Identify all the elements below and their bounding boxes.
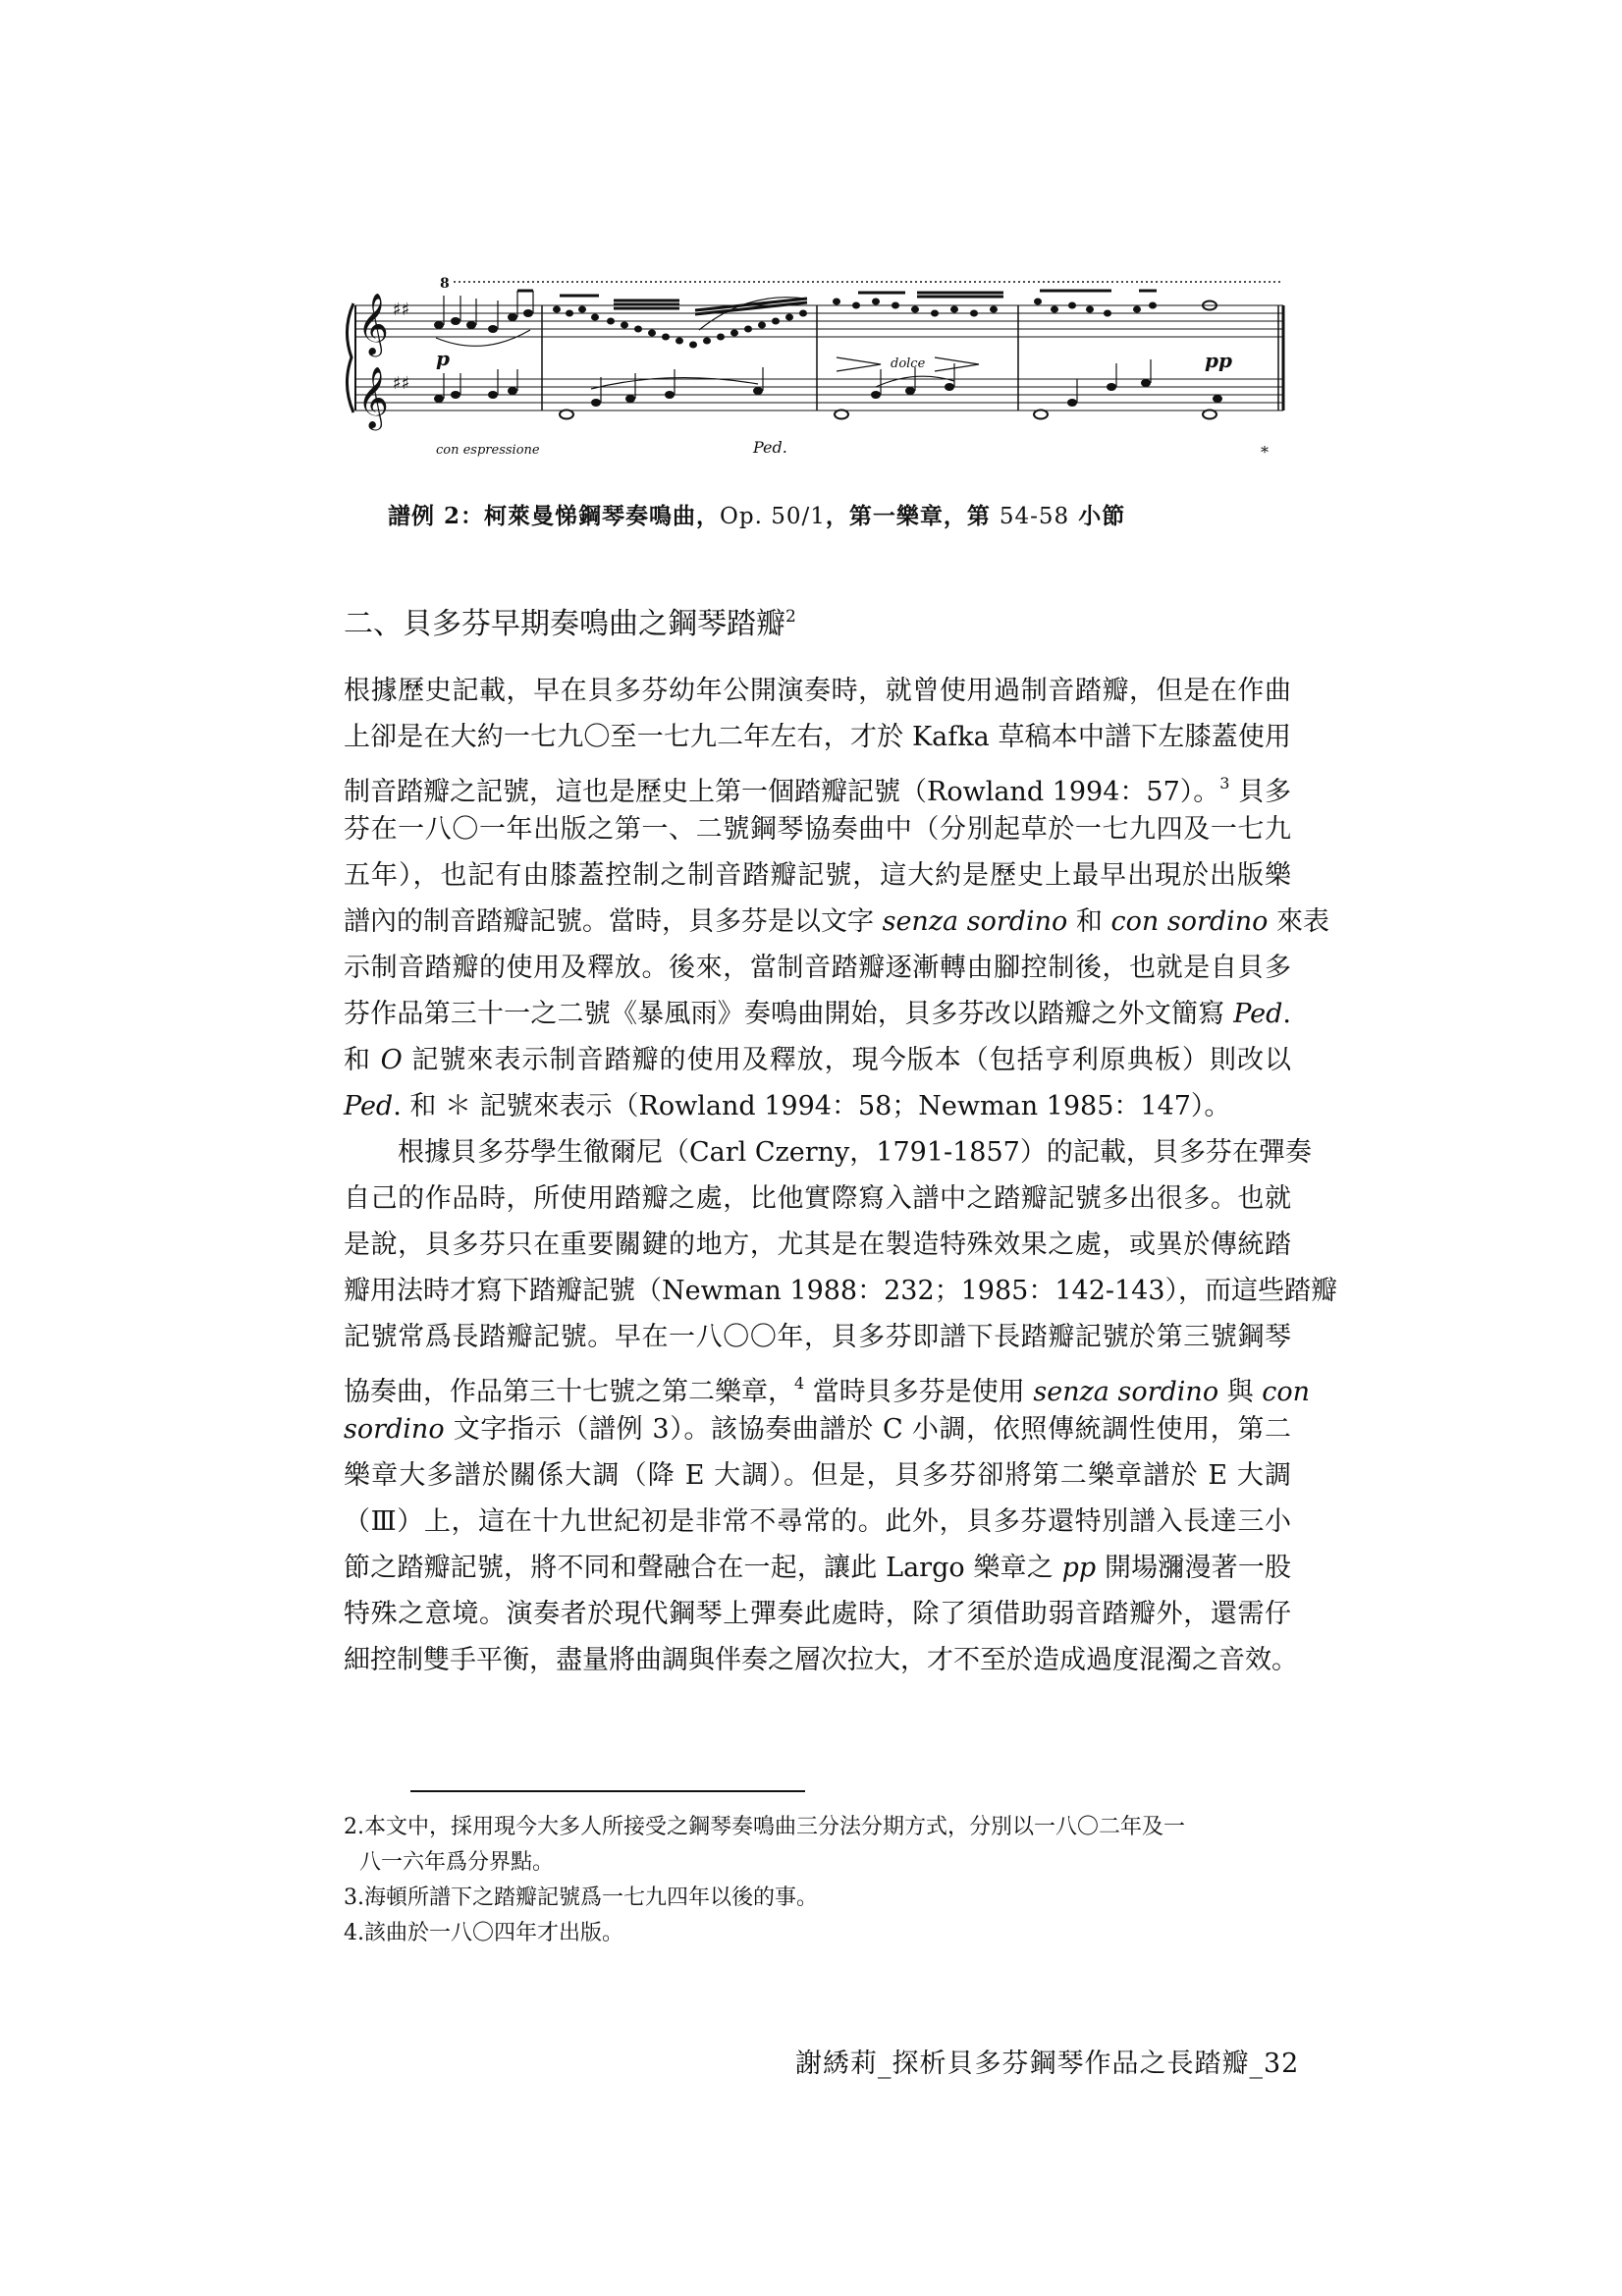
p2-line: 瓣用法時才寫下踏瓣記號（Newman 1988：232；1985：142-143），而這些踏瓣 bbox=[344, 1276, 1338, 1306]
p1-line: 芬在一八〇一年出版之第一、二號鋼琴協奏曲中（分別起草於一七九四及一七九 bbox=[344, 814, 1291, 845]
p1-line: 根據歷史記載，早在貝多芬幼年公開演奏時，就曾使用過制音踏瓣，但是在作曲 bbox=[344, 676, 1291, 706]
dynamic-p: p bbox=[436, 347, 450, 370]
svg-text:𝄞: 𝄞 bbox=[357, 293, 389, 355]
footnotes bbox=[344, 1810, 1291, 1951]
p1-line: 示制音踏瓣的使用及釋放。後來，當制音踏瓣逐漸轉由腳控制後，也就是自貝多 bbox=[344, 953, 1291, 983]
dynamic-pp: pp bbox=[1205, 349, 1232, 372]
caption-mid: ，第一樂章，第 bbox=[825, 503, 1000, 529]
section-title bbox=[344, 599, 796, 642]
page-footer: 謝綉莉_探析貝多芬鋼琴作品之長踏瓣_32 bbox=[795, 2049, 1300, 2079]
release-mark: * bbox=[1261, 443, 1269, 462]
p2-line: 根據貝多芬學生徹爾尼（Carl Czerny，1791-1857）的記載，貝多芬在彈奏 bbox=[398, 1137, 1312, 1168]
caption-lead: 譜例 2：柯萊曼悌鋼琴奏鳴曲， bbox=[388, 503, 721, 529]
p2-line: 樂章大多譜於關係大調（降 E 大調）。但是，貝多芬卻將第二樂章譜於 E 大調 bbox=[344, 1460, 1291, 1491]
p1-line: 制音踏瓣之記號，這也是歷史上第一個踏瓣記號（Rowland 1994：57）。$^3$ 貝多 bbox=[344, 774, 1292, 807]
ped-mark: Ped. bbox=[753, 438, 787, 457]
p2-line: 自己的作品時，所使用踏瓣之處，比他實際寫入譜中之踏瓣記號多出很多。也就 bbox=[344, 1183, 1291, 1214]
p1-line: 譜內的制音踏瓣記號。當時，貝多芬是以文字 senza sordino 和 con sordino 來表 bbox=[344, 906, 1330, 937]
p2-line: sordino 文字指示（譜例 3）。該協奏曲譜於 C 小調，依照傳統調性使用，第二 bbox=[344, 1414, 1291, 1445]
footnote-ref-4[interactable]: 4 bbox=[794, 1374, 805, 1393]
caption-opus: Op. 50/1 bbox=[720, 504, 826, 529]
p2-line: 特殊之意境。演奏者於現代鋼琴上彈奏此處時，除了須借助弱音踏瓣外，還需仔 bbox=[344, 1599, 1291, 1629]
example-caption bbox=[388, 498, 1271, 530]
p1-line: 五年），也記有由膝蓋控制之制音踏瓣記號，這大約是歷史上最早出現於出版樂 bbox=[344, 860, 1291, 891]
octave-mark: 8 bbox=[440, 276, 450, 292]
p1-line: 芬作品第三十一之二號《暴風雨》奏鳴曲開始，貝多芬改以踏瓣之外文簡寫 Ped. bbox=[344, 999, 1291, 1029]
con-espressione-mark: con espressione bbox=[436, 443, 540, 458]
footnote-4: 4.該曲於一八〇四年才出版。 bbox=[344, 1921, 623, 1945]
svg-text:♯♯: ♯♯ bbox=[393, 300, 410, 320]
p2-line: 是說，貝多芬只在重要關鍵的地方，尤其是在製造特殊效果之處，或異於傳統踏 bbox=[344, 1230, 1291, 1260]
footnote-divider bbox=[410, 1790, 805, 1792]
footnote-2: 2.本文中，採用現今大多人所接受之鋼琴奏鳴曲三分法分期方式，分別以一八〇二年及一 bbox=[344, 1815, 1185, 1839]
p1-line: Ped. 和 ＊ 記號來表示（Rowland 1994：58；Newman 1985：147）。 bbox=[344, 1091, 1231, 1121]
section-title-text: 二、貝多芬早期奏鳴曲之鋼琴踏瓣 bbox=[344, 607, 785, 641]
footnote-ref-3[interactable]: 3 bbox=[1219, 774, 1230, 793]
footnote-2-continued: 八一六年爲分界點。 bbox=[359, 1850, 555, 1875]
dolce-mark: dolce bbox=[891, 356, 926, 371]
svg-text:♯♯: ♯♯ bbox=[393, 373, 410, 394]
caption-end: 小節 bbox=[1069, 503, 1126, 529]
section-footnote-ref[interactable]: 2 bbox=[785, 607, 796, 627]
music-example-score bbox=[346, 271, 1288, 464]
body-text bbox=[344, 668, 1338, 1683]
p1-line: 和 O 記號來表示制音踏瓣的使用及釋放，現今版本（包括亨利原典板）則改以 bbox=[344, 1045, 1291, 1075]
p2-line: 節之踏瓣記號，將不同和聲融合在一起，讓此 Largo 樂章之 pp 開場瀰漫著一股 bbox=[344, 1553, 1291, 1583]
p2-line: （Ⅲ）上，這在十九世紀初是非常不尋常的。此外，貝多芬還特別譜入長達三小 bbox=[344, 1506, 1291, 1537]
p1-line: 上卻是在大約一七九〇至一七九二年左右，才於 Kafka 草稿本中譜下左膝蓋使用 bbox=[344, 722, 1291, 752]
caption-bars: 54-58 bbox=[999, 504, 1070, 529]
p2-line: 協奏曲，作品第三十七號之第二樂章，$^4$ 當時貝多芬是使用 senza sordino 與 con bbox=[344, 1374, 1311, 1407]
p2-line: 細控制雙手平衡，盡量將曲調與伴奏之層次拉大，才不至於造成過度混濁之音效。 bbox=[344, 1645, 1298, 1675]
footnote-3: 3.海頓所譜下之踏瓣記號爲一七九四年以後的事。 bbox=[344, 1886, 818, 1910]
svg-text:𝄞: 𝄞 bbox=[357, 366, 389, 428]
p2-line: 記號常爲長踏瓣記號。早在一八〇〇年，貝多芬即譜下長踏瓣記號於第三號鋼琴 bbox=[344, 1322, 1291, 1352]
